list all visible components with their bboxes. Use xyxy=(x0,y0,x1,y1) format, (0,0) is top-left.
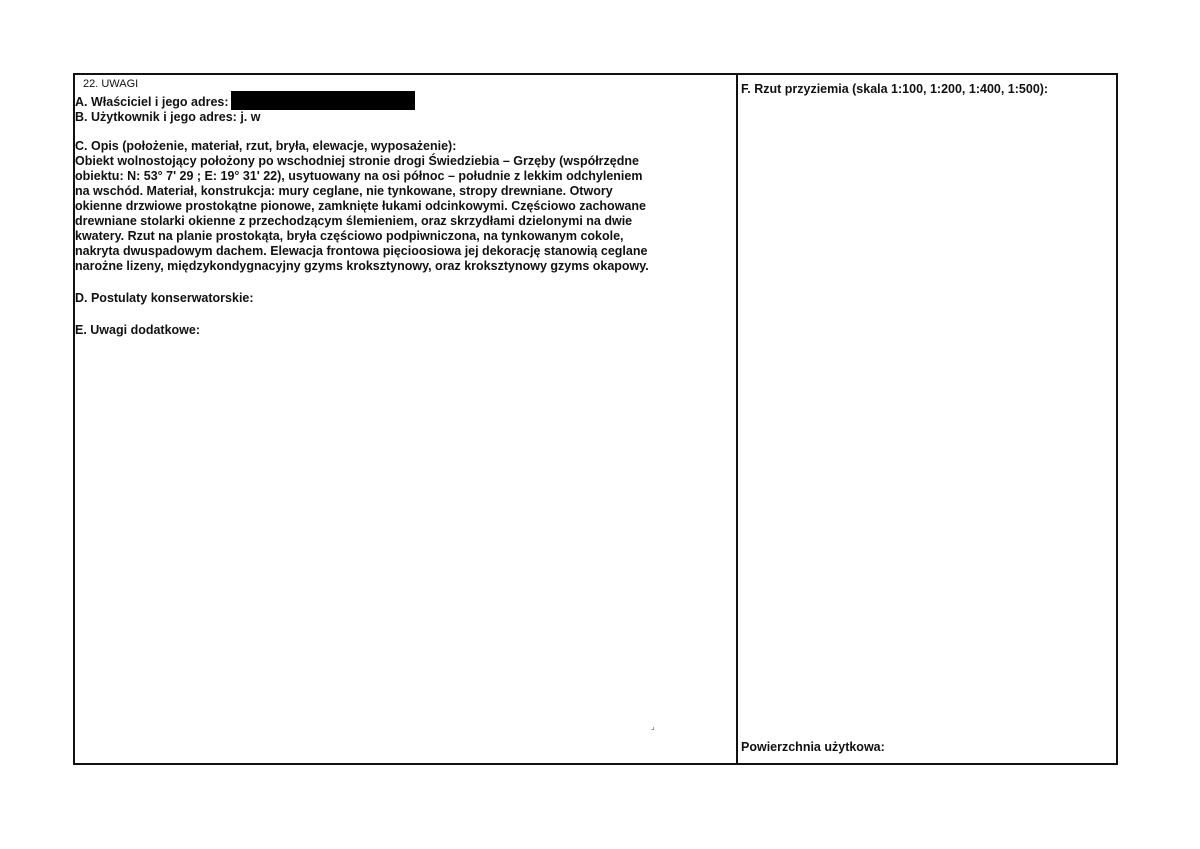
floor-plan-title: F. Rzut przyziemia (skala 1:100, 1:200, 1:400, 1:500): xyxy=(741,82,1049,96)
usable-area-label: Powierzchnia użytkowa: xyxy=(741,740,885,754)
description-line: nakryta dwuspadowym dachem. Elewacja frontowa pięcioosiowa jej dekorację stanowią ceglane xyxy=(75,244,648,258)
description-line: drewniane stolarki okienne z przechodzącym ślemieniem, oraz skrzydłami dzielonymi na dwie xyxy=(75,214,633,228)
scan-artifact: ⌟ xyxy=(651,722,655,731)
description-line: obiektu: N: 53° 7' 29 ; E: 19° 31' 22), usytuowany na osi północ – południe z lekkim odchyleniem xyxy=(75,169,643,183)
description-line: Obiekt wolnostojący położony po wschodniej stronie drogi Świedziebia – Grzęby (współrzędne xyxy=(75,154,639,168)
description-text xyxy=(75,154,735,274)
description-line: kwatery. Rzut na planie prostokąta, bryła częściowo podpiwniczona, na tynkowanym cokole, xyxy=(75,229,624,243)
additional-notes-label: E. Uwagi dodatkowe: xyxy=(75,323,201,337)
uwagi-section xyxy=(75,78,735,338)
owner-label: A. Właściciel i jego adres: xyxy=(75,95,229,109)
owner-address-redaction xyxy=(231,91,415,110)
owner-line xyxy=(75,91,735,110)
description-heading: C. Opis (położenie, materiał, rzut, bryła, elewacje, wyposażenie): xyxy=(75,139,457,153)
description-line: narożne lizeny, międzykondygnacyjny gzyms kroksztynowy, oraz kroksztynowy gzyms okapowy. xyxy=(75,259,649,273)
user-line: B. Użytkownik i jego adres: j. w xyxy=(75,110,261,124)
column-divider xyxy=(736,73,738,765)
description-line: na wschód. Materiał, konstrukcja: mury ceglane, nie tynkowane, stropy drewniane. Otwory xyxy=(75,184,613,198)
description-line: okienne drzwiowe prostokątne pionowe, zamknięte łukami odcinkowymi. Częściowo zachowane xyxy=(75,199,646,213)
conservation-label: D. Postulaty konserwatorskie: xyxy=(75,291,254,305)
section-number: 22. UWAGI xyxy=(83,78,139,90)
